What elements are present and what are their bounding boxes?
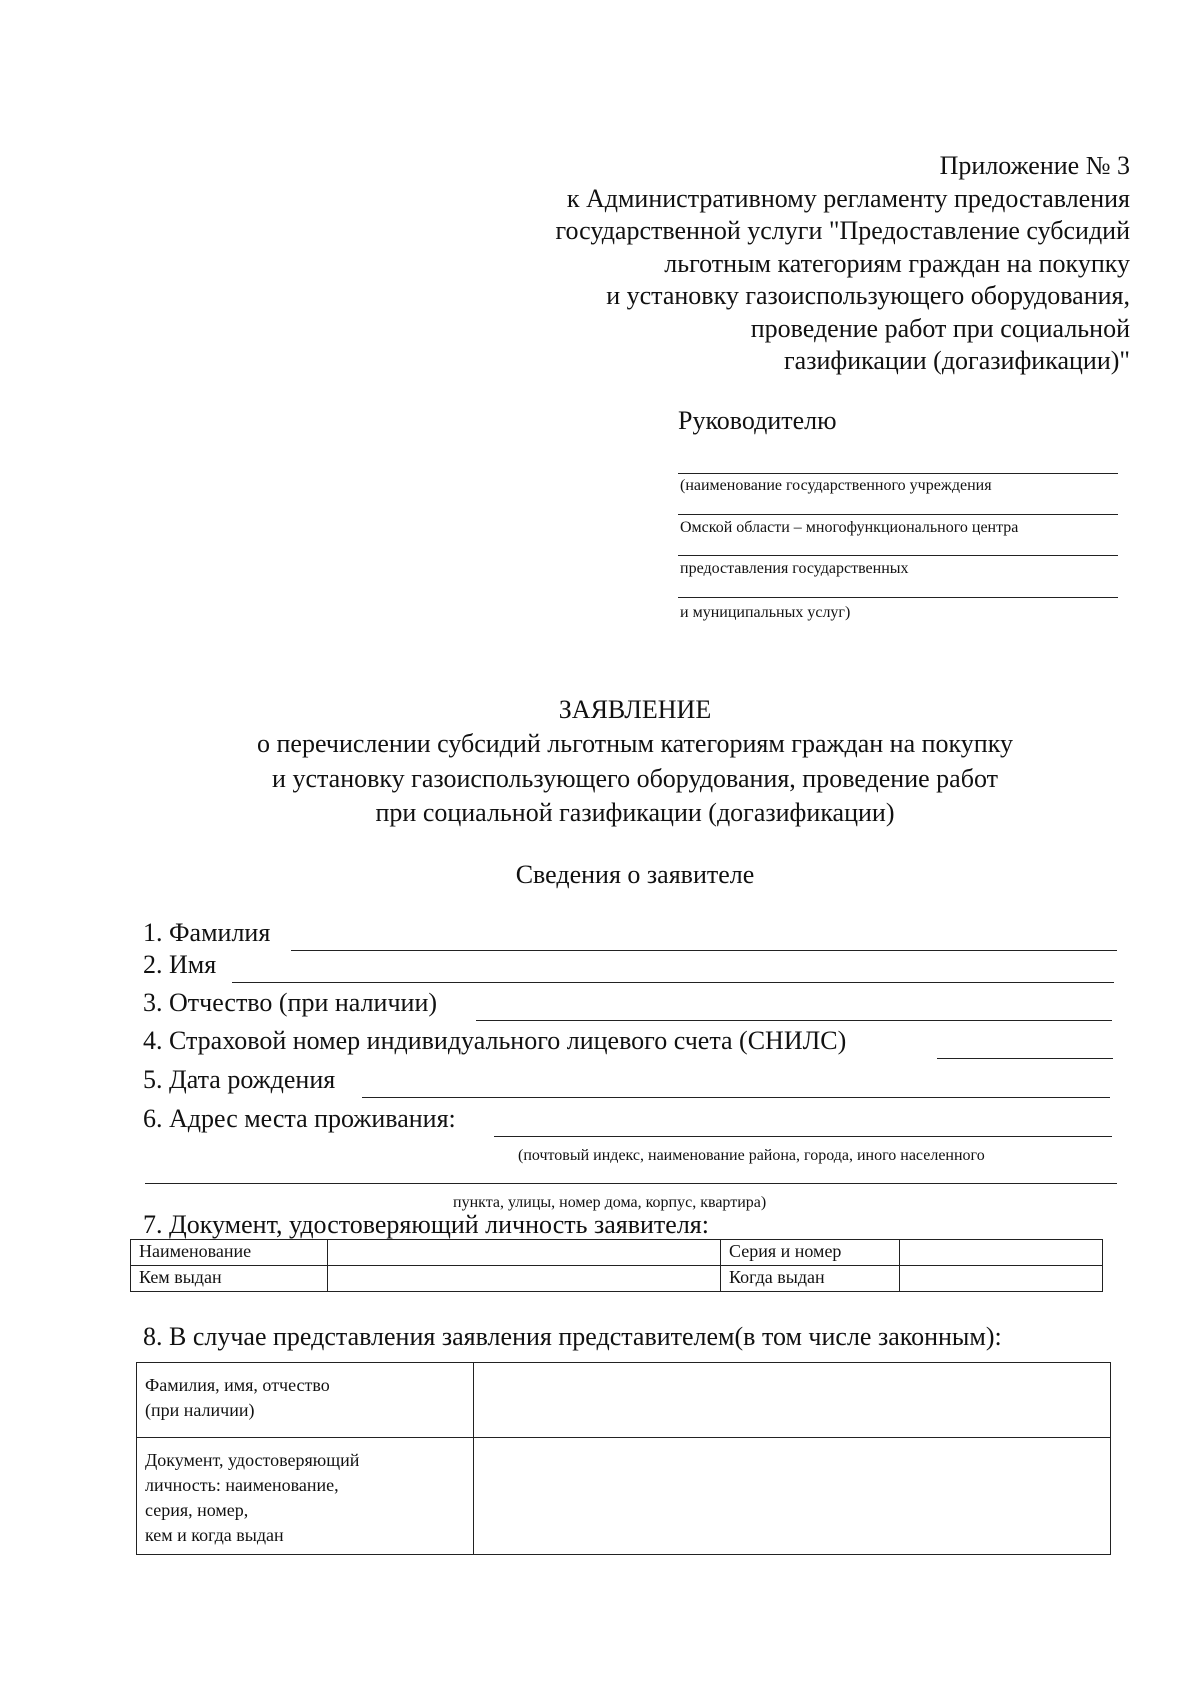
series-number-label: Серия и номер bbox=[721, 1240, 900, 1266]
addressee-hint: и муниципальных услуг) bbox=[680, 604, 851, 621]
id-document-table bbox=[130, 1239, 1103, 1292]
series-number-value[interactable] bbox=[900, 1240, 1103, 1266]
address-field[interactable] bbox=[494, 1136, 1112, 1137]
surname-field[interactable] bbox=[291, 950, 1117, 951]
birth-date-label: 5. Дата рождения bbox=[143, 1065, 336, 1094]
issued-by-value[interactable] bbox=[328, 1266, 721, 1292]
addressee-fill-line[interactable] bbox=[678, 514, 1118, 515]
address-label: 6. Адрес места проживания: bbox=[143, 1104, 456, 1133]
appendix-line: к Административному регламенту предоставления bbox=[566, 183, 1130, 213]
id-document-heading: 7. Документ, удостоверяющий личность заявителя: bbox=[143, 1210, 709, 1239]
snils-label: 4. Страховой номер индивидуального лицевого счета (СНИЛС) bbox=[143, 1026, 847, 1055]
appendix-line: газификации (догазификации)" bbox=[784, 346, 1130, 375]
representative-doc-value[interactable] bbox=[474, 1438, 1111, 1555]
table-row bbox=[131, 1266, 1103, 1292]
doc-name-label: Наименование bbox=[131, 1240, 328, 1266]
appendix-line: и установку газоиспользующего оборудования, bbox=[606, 281, 1130, 310]
appendix-line: проведение работ при социальной bbox=[750, 313, 1130, 343]
issued-by-label: Кем выдан bbox=[131, 1266, 328, 1292]
representative-doc-label: Документ, удостоверяющий личность: наименование, серия, номер, кем и когда выдан bbox=[137, 1438, 474, 1555]
table-row bbox=[131, 1240, 1103, 1266]
addressee-hint: (наименование государственного учреждения bbox=[680, 477, 992, 494]
addressee-hint: предоставления государственных bbox=[680, 560, 909, 577]
appendix-line: льготным категориям граждан на покупку bbox=[664, 248, 1130, 278]
address-hint: пункта, улицы, номер дома, корпус, квартира) bbox=[453, 1194, 767, 1211]
appendix-number: Приложение № 3 bbox=[939, 151, 1130, 180]
surname-label: 1. Фамилия bbox=[143, 918, 271, 947]
issued-date-value[interactable] bbox=[900, 1266, 1103, 1292]
patronymic-field[interactable] bbox=[476, 1020, 1112, 1021]
representative-fio-value[interactable] bbox=[474, 1363, 1111, 1438]
address-field-line-2[interactable] bbox=[145, 1183, 1117, 1184]
statement-subtitle: и установку газоиспользующего оборудования, проведение работ bbox=[272, 764, 998, 793]
statement-subtitle: при социальной газификации (догазификации) bbox=[375, 798, 895, 827]
section-title: Сведения о заявителе bbox=[515, 860, 755, 889]
addressee-hint: Омской области – многофункционального центра bbox=[680, 519, 1019, 536]
representative-table bbox=[136, 1362, 1111, 1555]
addressee-title: Руководителю bbox=[678, 406, 837, 435]
address-hint: (почтовый индекс, наименование района, города, иного населенного bbox=[518, 1147, 985, 1164]
addressee-fill-line[interactable] bbox=[678, 597, 1118, 598]
birth-date-field[interactable] bbox=[362, 1097, 1110, 1098]
table-row bbox=[137, 1438, 1111, 1555]
issued-date-label: Когда выдан bbox=[721, 1266, 900, 1292]
appendix-line: государственной услуги "Предоставление субсидий bbox=[555, 216, 1130, 245]
patronymic-label: 3. Отчество (при наличии) bbox=[143, 988, 438, 1017]
table-row bbox=[137, 1363, 1111, 1438]
doc-name-value[interactable] bbox=[328, 1240, 721, 1266]
appendix-header bbox=[410, 150, 1130, 378]
addressee-fill-line[interactable] bbox=[678, 473, 1118, 474]
statement-title: ЗАЯВЛЕНИЕ bbox=[558, 695, 712, 724]
statement-subtitle: о перечислении субсидий льготным категориям граждан на покупку bbox=[257, 729, 1013, 758]
representative-fio-label: Фамилия, имя, отчество (при наличии) bbox=[137, 1363, 474, 1438]
snils-field[interactable] bbox=[937, 1058, 1113, 1059]
name-label: 2. Имя bbox=[143, 950, 217, 979]
name-field[interactable] bbox=[232, 982, 1114, 983]
representative-heading: 8. В случае представления заявления представителем(в том числе законным): bbox=[143, 1322, 1002, 1351]
addressee-fill-line[interactable] bbox=[678, 555, 1118, 556]
